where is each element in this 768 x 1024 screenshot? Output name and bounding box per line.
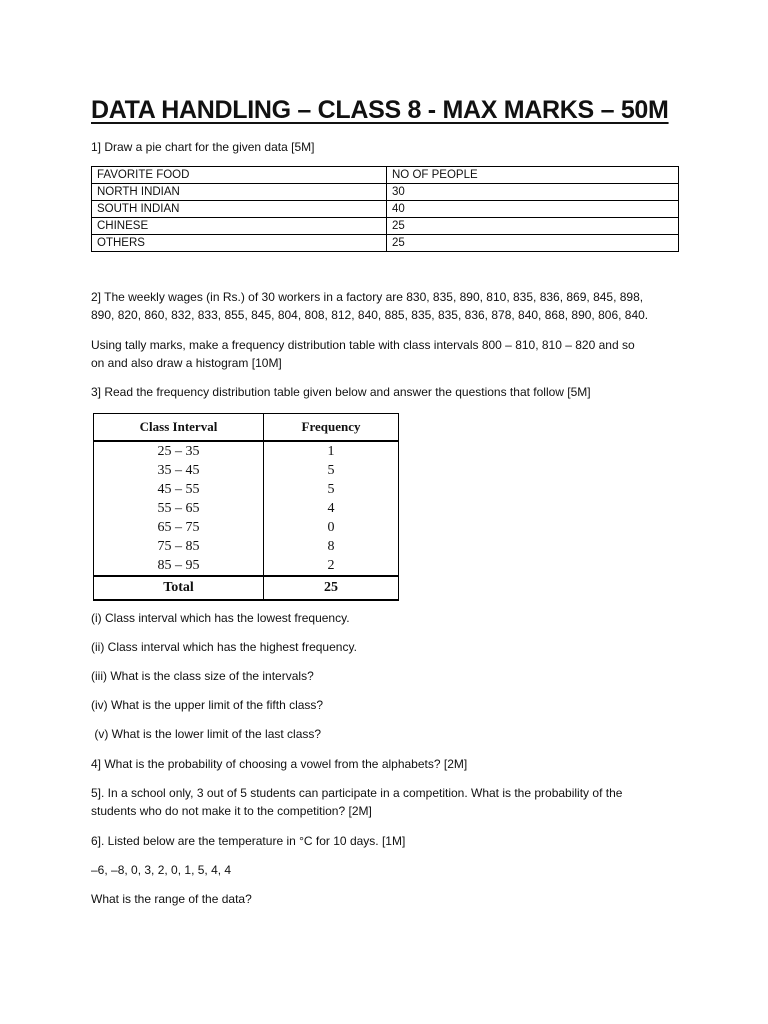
table-row (94, 556, 399, 576)
table-header-cell: FAVORITE FOOD (92, 167, 387, 184)
table-cell: 2 (264, 556, 399, 576)
table-header-row (94, 414, 399, 442)
q2-line-2: 890, 820, 860, 832, 833, 855, 845, 804, 808, 812, 840, 885, 835, 835, 836, 878, 840, 868, 890, 806, 840. (91, 308, 649, 322)
page-title: DATA HANDLING – CLASS 8 - MAX MARKS – 50M (91, 96, 669, 124)
table-cell: SOUTH INDIAN (92, 201, 387, 218)
table-cell: OTHERS (92, 235, 387, 252)
table-cell: 40 (387, 201, 679, 218)
table-cell: NORTH INDIAN (92, 184, 387, 201)
q2-line-1: 2] The weekly wages (in Rs.) of 30 workers in a factory are 830, 835, 890, 810, 835, 836, 869, 845, 898, (91, 290, 644, 304)
table-row (92, 235, 679, 252)
total-label: Total (94, 576, 264, 600)
q3-text: 3] Read the frequency distribution table given below and answer the questions that follow [5M] (91, 385, 591, 399)
table-cell: CHINESE (92, 218, 387, 235)
table-cell: 35 – 45 (94, 461, 264, 480)
q5-line-1: 5]. In a school only, 3 out of 5 students can participate in a competition. What is the probability of the (91, 786, 623, 800)
q3-sub-4: (iv) What is the upper limit of the fifth class? (91, 698, 324, 712)
total-value: 25 (264, 576, 399, 600)
table-row (92, 201, 679, 218)
table-header-cell: Frequency (264, 414, 399, 442)
table-header-row (92, 167, 679, 184)
table-row (94, 499, 399, 518)
table-header-cell: Class Interval (94, 414, 264, 442)
table-row (94, 518, 399, 537)
table-cell: 8 (264, 537, 399, 556)
table-row (94, 461, 399, 480)
table-cell: 75 – 85 (94, 537, 264, 556)
table-cell: 1 (264, 441, 399, 461)
q5-line-2: students who do not make it to the competition? [2M] (91, 804, 372, 818)
q3-sub-1: (i) Class interval which has the lowest frequency. (91, 611, 350, 625)
table-cell: 4 (264, 499, 399, 518)
table-cell: 25 (387, 218, 679, 235)
q2-line-4: on and also draw a histogram [10M] (91, 356, 282, 370)
table-row (94, 537, 399, 556)
q3-sub-3: (iii) What is the class size of the intervals? (91, 669, 314, 683)
table-cell: 30 (387, 184, 679, 201)
table-cell: 25 – 35 (94, 441, 264, 461)
q6-data: –6, –8, 0, 3, 2, 0, 1, 5, 4, 4 (91, 863, 232, 877)
q1-text: 1] Draw a pie chart for the given data [5M] (91, 140, 315, 154)
q6-text: 6]. Listed below are the temperature in °C for 10 days. [1M] (91, 834, 406, 848)
table-cell: 5 (264, 461, 399, 480)
table-cell: 0 (264, 518, 399, 537)
table-cell: 55 – 65 (94, 499, 264, 518)
table-row (92, 218, 679, 235)
table-cell: 85 – 95 (94, 556, 264, 576)
table-cell: 45 – 55 (94, 480, 264, 499)
q3-sub-5: (v) What is the lower limit of the last class? (91, 727, 322, 741)
frequency-table (93, 413, 399, 601)
table-cell: 5 (264, 480, 399, 499)
table-total-row (94, 576, 399, 600)
q3-sub-2: (ii) Class interval which has the highest frequency. (91, 640, 357, 654)
table-cell: 65 – 75 (94, 518, 264, 537)
q2-line-3: Using tally marks, make a frequency distribution table with class intervals 800 – 810, 810 – 820 and so (91, 338, 635, 352)
table-row (92, 184, 679, 201)
q6-question: What is the range of the data? (91, 892, 252, 906)
table-cell: 25 (387, 235, 679, 252)
q4-text: 4] What is the probability of choosing a vowel from the alphabets? [2M] (91, 757, 468, 771)
table-header-cell: NO OF PEOPLE (387, 167, 679, 184)
table-row (94, 480, 399, 499)
table-row (94, 441, 399, 461)
food-table (91, 166, 679, 252)
